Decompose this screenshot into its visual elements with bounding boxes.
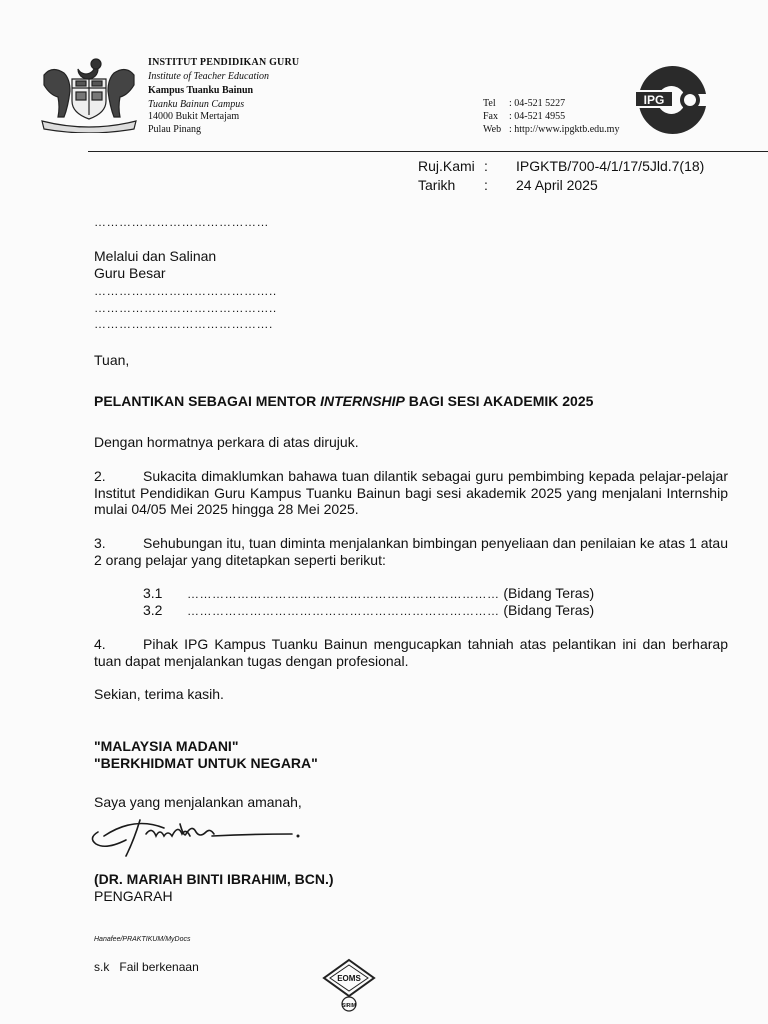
subject-line: PELANTIKAN SEBAGAI MENTOR INTERNSHIP BAGI SESI AKADEMIK 2025	[94, 393, 594, 409]
ipg-logo-text: IPG	[643, 93, 665, 107]
signatory-name: (DR. MARIAH BINTI IBRAHIM, BCN.)	[94, 871, 334, 887]
coat-of-arms-logo	[34, 55, 144, 133]
signoff-line: Saya yang menjalankan amanah,	[94, 794, 302, 810]
reference-number: IPGKTB/700-4/1/17/5Jld.7(18)	[516, 158, 705, 174]
contact-web: Web : http://www.ipgktb.edu.my	[483, 124, 620, 135]
campus-name-en: Tuanku Bainun Campus	[148, 99, 245, 110]
headmaster-line: Guru Besar	[94, 265, 166, 281]
eoms-badge-text: EOMS	[337, 974, 361, 983]
file-path: Hanafee/PRAKTIKUM/MyDocs	[94, 936, 191, 943]
student-row-1: 3.1 ………………………………………………………………… (Bidang Teras)	[143, 585, 595, 601]
address-blank-1: ……………………………………..	[94, 284, 277, 298]
slogan-1: "MALAYSIA MADANI"	[94, 738, 239, 754]
address-blank-2: ……………………………………..	[94, 301, 277, 315]
signatory-title: PENGARAH	[94, 888, 173, 904]
campus-name: Kampus Tuanku Bainun	[148, 85, 254, 96]
eoms-badge	[322, 958, 376, 1014]
contact-tel: Tel : 04-521 5227	[483, 98, 566, 109]
paragraph-4: 4. Pihak IPG Kampus Tuanku Bainun mengucapkan tahniah atas pelantikan ini dan berharap tuan dapat menjalankan tugas dengan profesional.	[94, 636, 728, 669]
date-line: Tarikh : 24 April 2025	[418, 177, 598, 193]
closing-line: Sekian, terima kasih.	[94, 686, 224, 702]
contact-fax: Fax : 04-521 4955	[483, 111, 566, 122]
ipg-logo	[632, 62, 714, 136]
salutation: Tuan,	[94, 352, 130, 368]
signature	[84, 812, 314, 860]
org-name-en: Institute of Teacher Education	[148, 71, 270, 82]
recipient-name-blank: ……………………………………	[94, 215, 269, 229]
org-name: INSTITUT PENDIDIKAN GURU	[148, 57, 300, 68]
address-line-1: 14000 Bukit Mertajam	[148, 111, 240, 122]
paragraph-3: 3. Sehubungan itu, tuan diminta menjalankan bimbingan penyeliaan dan penilaian ke atas 1 atau 2 orang pelajar yang ditetapkan seperti berikut:	[94, 535, 728, 568]
address-line-2: Pulau Pinang	[148, 124, 202, 135]
cc-line: s.k Fail berkenaan	[94, 960, 199, 974]
student-row-2: 3.2 ………………………………………………………………… (Bidang Teras)	[143, 602, 595, 618]
header-rule	[88, 151, 768, 152]
via-line: Melalui dan Salinan	[94, 248, 217, 264]
slogan-2: "BERKHIDMAT UNTUK NEGARA"	[94, 755, 318, 771]
address-blank-3: …………………………………….	[94, 317, 273, 331]
paragraph-1: Dengan hormatnya perkara di atas dirujuk.	[94, 434, 359, 450]
letter-date: 24 April 2025	[516, 177, 598, 193]
eoms-badge-subtext: SIRIM	[342, 1003, 356, 1009]
reference-line: Ruj.Kami : IPGKTB/700-4/1/17/5Jld.7(18)	[418, 158, 705, 174]
paragraph-2: 2. Sukacita dimaklumkan bahawa tuan dilantik sebagai guru pembimbing kepada pelajar-pelajar Institut Pendidikan Guru Kampus Tuanku Bainun bagi sesi akademik 2025 yang menjalani Internship mulai 04/05 Mei 2025 hingga 28 Mei 2025.	[94, 468, 728, 517]
